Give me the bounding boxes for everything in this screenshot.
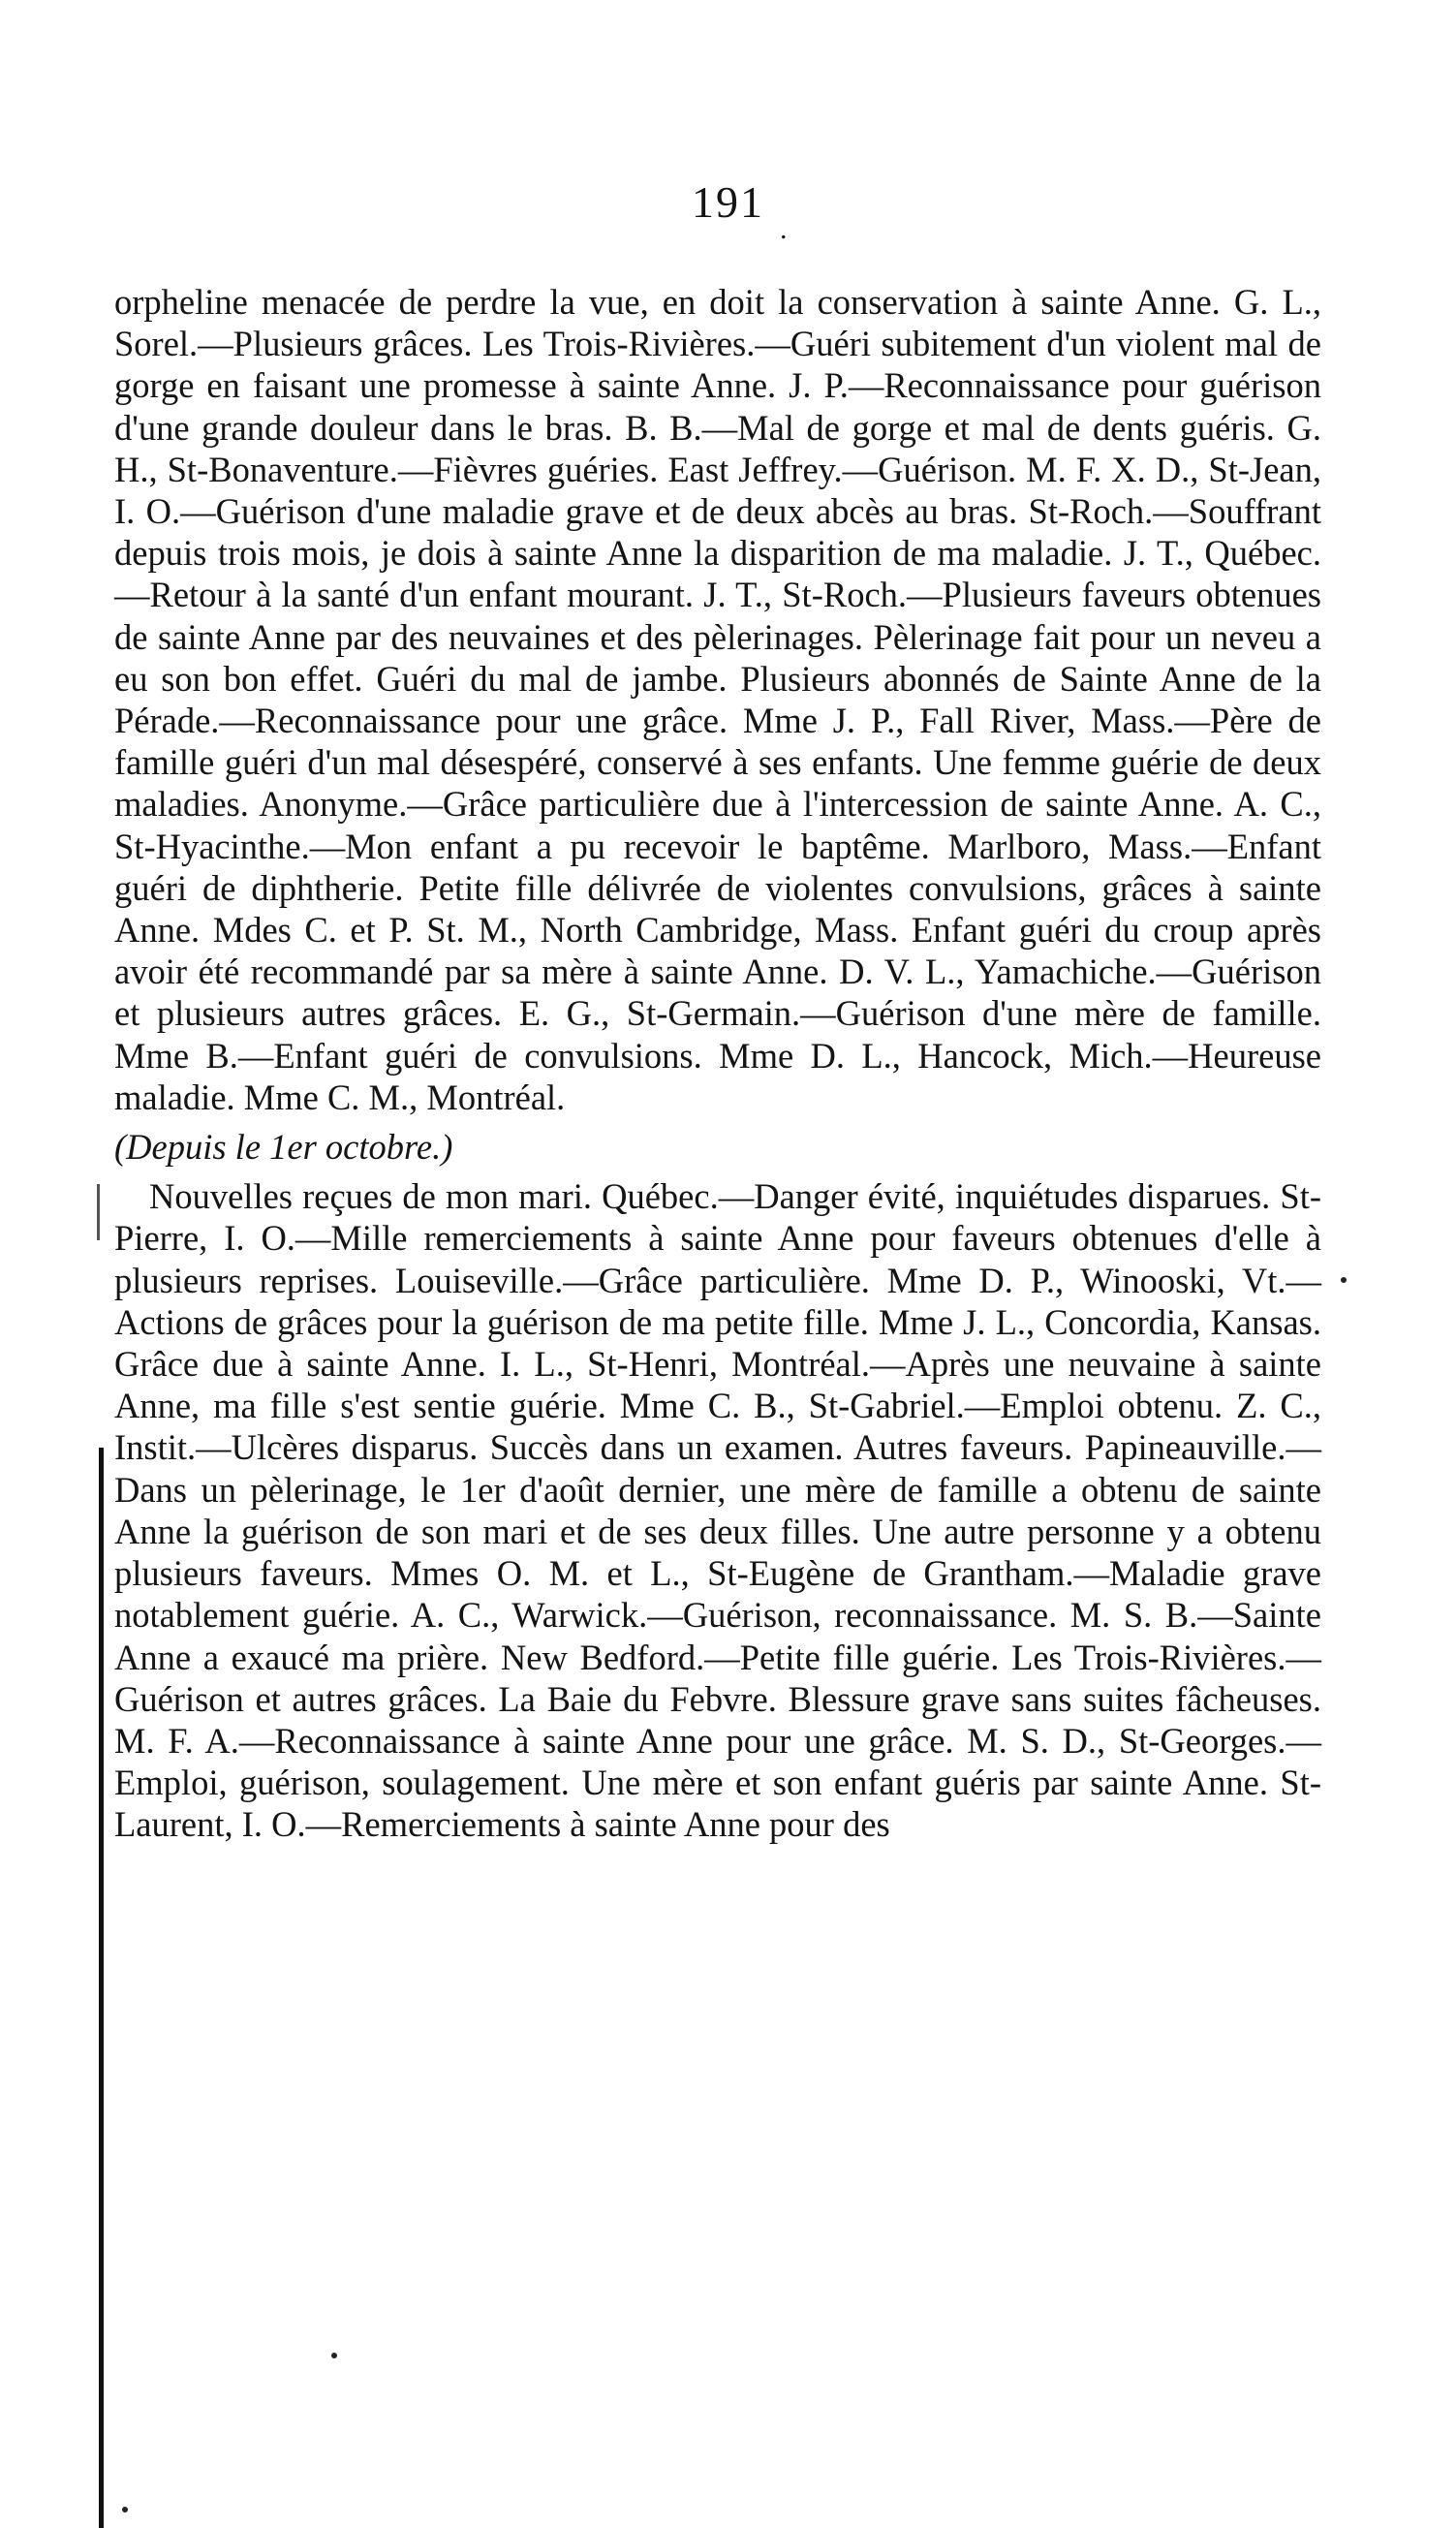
speck-mark [1341,1277,1347,1283]
page-number-dot-mark: . [780,213,790,245]
margin-bar [99,1448,104,2528]
page-number-text: 191 [692,177,764,227]
margin-mark [97,1184,100,1240]
speck-mark [122,2507,128,2512]
page-number [0,176,1456,245]
paragraph-1: orpheline menacée de perdre la vue, en doit la conservation à sainte Anne. G. L., Sorel.—Plusieurs grâces. Les Trois-Rivières.—Guéri subitement d'un violent mal de gorge en faisant une promesse à sainte Anne. J. P.—Reconnaissance pour guérison d'une grande douleur dans le bras. B. B.—Mal de gorge et mal de dents guéris. G. H., St-Bonaventure.—Fièvres guéries. East Jeffrey.—Guérison. M. F. X. D., St-Jean, I. O.—Guérison d'une maladie grave et de deux abcès au bras. St-Roch.—Souffrant depuis trois mois, je dois à sainte Anne la disparition de ma maladie. J. T., Québec.—Retour à la santé d'un enfant mourant. J. T., St-Roch.—Plusieurs faveurs obtenues de sainte Anne par des neuvaines et des pèlerinages. Pèlerinage fait pour un neveu a eu son bon effet. Guéri du mal de jambe. Plusieurs abonnés de Sainte Anne de la Pérade.—Reconnaissance pour une grâce. Mme J. P., Fall River, Mass.—Père de famille guéri d'un mal désespéré, conservé à ses enfants. Une femme guérie de deux maladies. Anonyme.—Grâce particulière due à l'intercession de sainte Anne. A. C., St-Hyacinthe.—Mon enfant a pu recevoir le baptême. Marlboro, Mass.—Enfant guéri de diphtherie. Petite fille délivrée de violentes convulsions, grâces à sainte Anne. Mdes C. et P. St. M., North Cambridge, Mass. Enfant guéri du croup après avoir été recommandé par sa mère à sainte Anne. D. V. L., Yamachiche.—Guérison et plusieurs autres grâces. E. G., St-Germain.—Guérison d'une mère de famille. Mme B.—Enfant guéri de convulsions. Mme D. L., Hancock, Mich.—Heureuse maladie. Mme C. M., Montréal. [114,282,1321,1117]
speck-mark [331,2353,337,2358]
body-text [114,281,1321,1846]
section-heading: (Depuis le 1er octobre.) [114,1127,453,1168]
paragraph-2: Nouvelles reçues de mon mari. Québec.—Danger évité, inquiétudes disparues. St-Pierre, I. O.—Mille remerciements à sainte Anne pour faveurs obtenues d'elle à plusieurs reprises. Louiseville.—Grâce particulière. Mme D. P., Winooski, Vt.—Actions de grâces pour la guérison de ma petite fille. Mme J. L., Concordia, Kansas. Grâce due à sainte Anne. I. L., St-Henri, Montréal.—Après une neuvaine à sainte Anne, ma fille s'est sentie guérie. Mme C. B., St-Gabriel.—Emploi obtenu. Z. C., Instit.—Ulcères disparus. Succès dans un examen. Autres faveurs. Papineauville.—Dans un pèlerinage, le 1er d'août dernier, une mère de famille a obtenu de sainte Anne la guérison de son mari et de ses deux filles. Une autre personne y a obtenu plusieurs faveurs. Mmes O. M. et L., St-Eugène de Grantham.—Maladie grave notablement guérie. A. C., Warwick.—Guérison, reconnaissance. M. S. B.—Sainte Anne a exaucé ma prière. New Bedford.—Petite fille guérie. Les Trois-Rivières.—Guérison et autres grâces. La Baie du Febvre. Blessure grave sans suites fâcheuses. M. F. A.—Reconnaissance à sainte Anne pour une grâce. M. S. D., St-Georges.—Emploi, guérison, soulagement. Une mère et son enfant guéris par sainte Anne. St-Laurent, I. O.—Remerciements à sainte Anne pour des [114,1176,1321,1845]
